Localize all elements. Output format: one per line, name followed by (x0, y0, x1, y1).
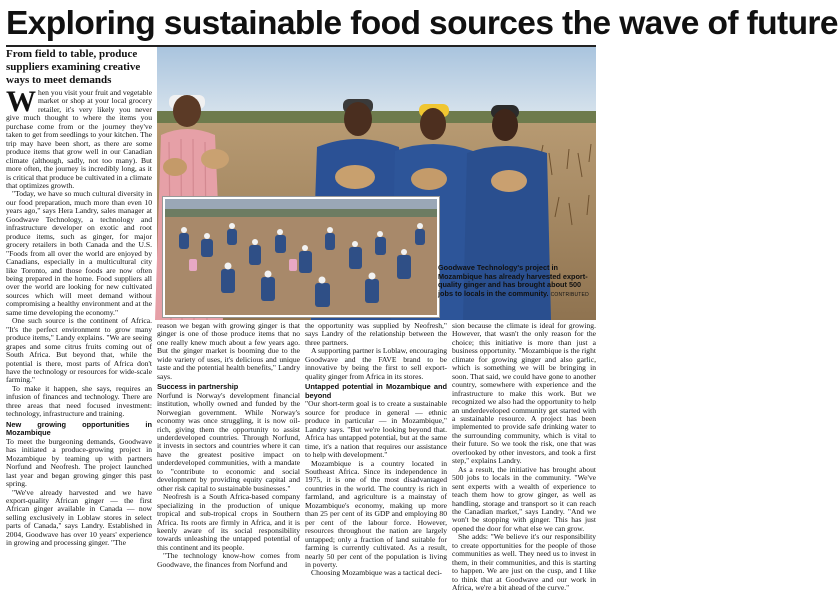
paragraph: "Our short-term goal is to create a sustainable source for produce in general — ethnic produce in particular — in Mozambique," Landry says. "But we're looking beyond that. Africa has untapped potential, but at the same time, it's a nation that requires our assistance to help with development." (305, 399, 447, 460)
photo-credit: CONTRIBUTED (550, 291, 589, 298)
photo-caption: Goodwave Technology's project in Mozambique has already harvested export-quality ginger and has brought about 500 jobs to locals in the community. CONTRIBUTED (438, 263, 589, 298)
paragraph: To make it happen, she says, requires an infusion of finances and technology. There are three areas that need focused investment: technology, infrastructure and training. (6, 383, 152, 419)
drop-cap: W (6, 85, 36, 118)
paragraph: A supporting partner is Loblaw, encouraging Goodwave and the FAVE brand to be innovative by being the first to sell export-quality ginger from Africa in its stores. (305, 346, 447, 381)
headline: Exploring sustainable food sources the wave of future (6, 5, 838, 42)
article-column-2 (157, 322, 300, 598)
section-heading: Success in partnership (157, 382, 239, 392)
article-column-4 (452, 322, 596, 598)
section-heading: Untapped potential in Mozambique and beyond (305, 382, 447, 400)
paragraph: Mozambique is a country located in Southeast Africa. Since its independence in 1975, it is one of the most disadvantaged countries in the world. The country is rich in farmland, and agriculture is a mainstay of Mozambique's economy, making up more than 25 per cent of its GDP and employing 80 per cent of the labour force. However, resources throughout the nation are largely untapped; only a fraction of land suitable for farming is currently cultivated. As a result, nearly 50 per cent of the population is living in poverty. (305, 458, 447, 569)
paragraph: As a result, the initiative has brought about 500 jobs to locals in the community. "We've sent experts with a wealth of experience to teach them how to grow ginger, as well as handling, storage and transport so it can reach the Canadian market," says Landry. "And we won't be stopping with ginger. This has just opened the door for what else we can grow. (452, 464, 596, 533)
paragraph: Choosing Mozambique was a tactical deci- (311, 568, 442, 578)
paragraph: sion because the climate is ideal for growing. However, that wasn't the only reason for the choice; this initiative is more than just a business opportunity. "Mozambique is the right climate for growing ginger and also garlic, which is something we will be bringing in soon. That said, we could have gone to another country, somewhere with experience and the infrastructure to make this work. But we recognized we also had the opportunity to help an underdeveloped community get started with a sustainable resource. A project has been implemented to provide safe drinking water to the surrounding community, which is vital to their future. So we took the risk, one that was overlooked by other investors, and took a first step," explains Landry. (452, 321, 596, 466)
paragraph: "Today, we have so much cultural diversity in our food preparation, much more than even 10 years ago," says Hera Landry, sales manager at Goodwave Technology, a technology and infrastructure developer on exotic and root produce items, such as ginger, for major grocery retailers in both Canada and the U.S. "Foods from all over the world are enjoyed by Canadians, especially in a multicultural city like Toronto, and those foods are now often being prepared in the home. Food suppliers all over the world are looking for new cultivated sources which will meet demand without compromising a healthy environment and at the same time developing the economy." (6, 189, 152, 317)
paragraph: One such source is the continent of Africa. "It's the perfect environment to grow many produce items," Landy explains. "We are seeing grapes and some citrus fruits coming out of South Africa. But beyond that, while the potential is there, most parts of Africa don't have the technology or resources for wide-scale farming." (6, 316, 152, 385)
paragraph-intro: When you visit your fruit and vegetable market or shop at your local grocery retailer, it's very likely you never give much thought to where the items you purchase come from or the journey they've taken to get from seedlings to your kitchen. The trip may have been short, as there are some produce items that grow well in our Canadian climate (although, sadly, not too many). But more often, the journey is incredibly long, as it is critical that produce be cultivated in a climate that optimizes growth. (6, 85, 152, 190)
article-column-1 (6, 85, 152, 598)
paragraph: She adds: "We believe it's our responsibility to create opportunities for the people of those communities as well. They need us to invest in them, in their communities, and this is starting to happen. We are just on the cusp, and I like to think that at Goodwave and our work in Africa, we're a bit ahead of the curve." (452, 532, 596, 593)
article-column-3 (305, 322, 447, 598)
paragraph: reason we began with growing ginger is that ginger is one of those produce items that no one really knew much about a few years ago. But the ginger market is booming due to the wide variety of uses, it's delicious and unique taste and the potential health benefits," Landry says. (157, 321, 300, 381)
section-heading: New growing opportunities in Mozambique (6, 419, 152, 438)
paragraph: the opportunity was supplied by Neofresh," says Landry of the relationship between the three partners. (305, 321, 447, 347)
paragraph: Norfund is Norway's development financial institution, wholly owned and funded by the Norwegian government. While Norway's economy was once struggling, it is now oil-rich, giving them the opportunity to assist underdeveloped countries. Through Norfund, it invests in sectors and countries where it can have the greatest positive impact on underdeveloped communities, with a mandate to "contribute to economic and social development by providing equity capital and other risk capital to sustainable businesses." (157, 390, 300, 493)
paragraph: "The technology know-how comes from Goodwave, the finances from Norfund and (157, 551, 300, 569)
paragraph: Neofresh is a South Africa-based company specializing in the production of unique tropical and sub-tropical crops in Southern Africa. Its roots are firmly in Africa, and it is keenly aware of its social responsibility towards unleashing the untapped potential of this continent and its people. (157, 492, 300, 552)
photo-workers-in-field (163, 197, 439, 317)
subhead: From field to table, produce suppliers examining creative ways to meet demands (6, 48, 141, 86)
paragraph: "We've already harvested and we have export-quality African ginger — the first African ginger available in Canada — now selling exclusively in Loblaw stores in select parts of Canada," says Landry. Established in 2004, Goodwave has over 10 years' experience in growing and processing ginger. "The (6, 487, 152, 548)
paragraph: To meet the burgeoning demands, Goodwave has initiated a produce-growing project in Mozambique by teaming up with partners Norfund and Neofresh. The project launched last year and began growing ginger this past spring. (6, 436, 152, 489)
